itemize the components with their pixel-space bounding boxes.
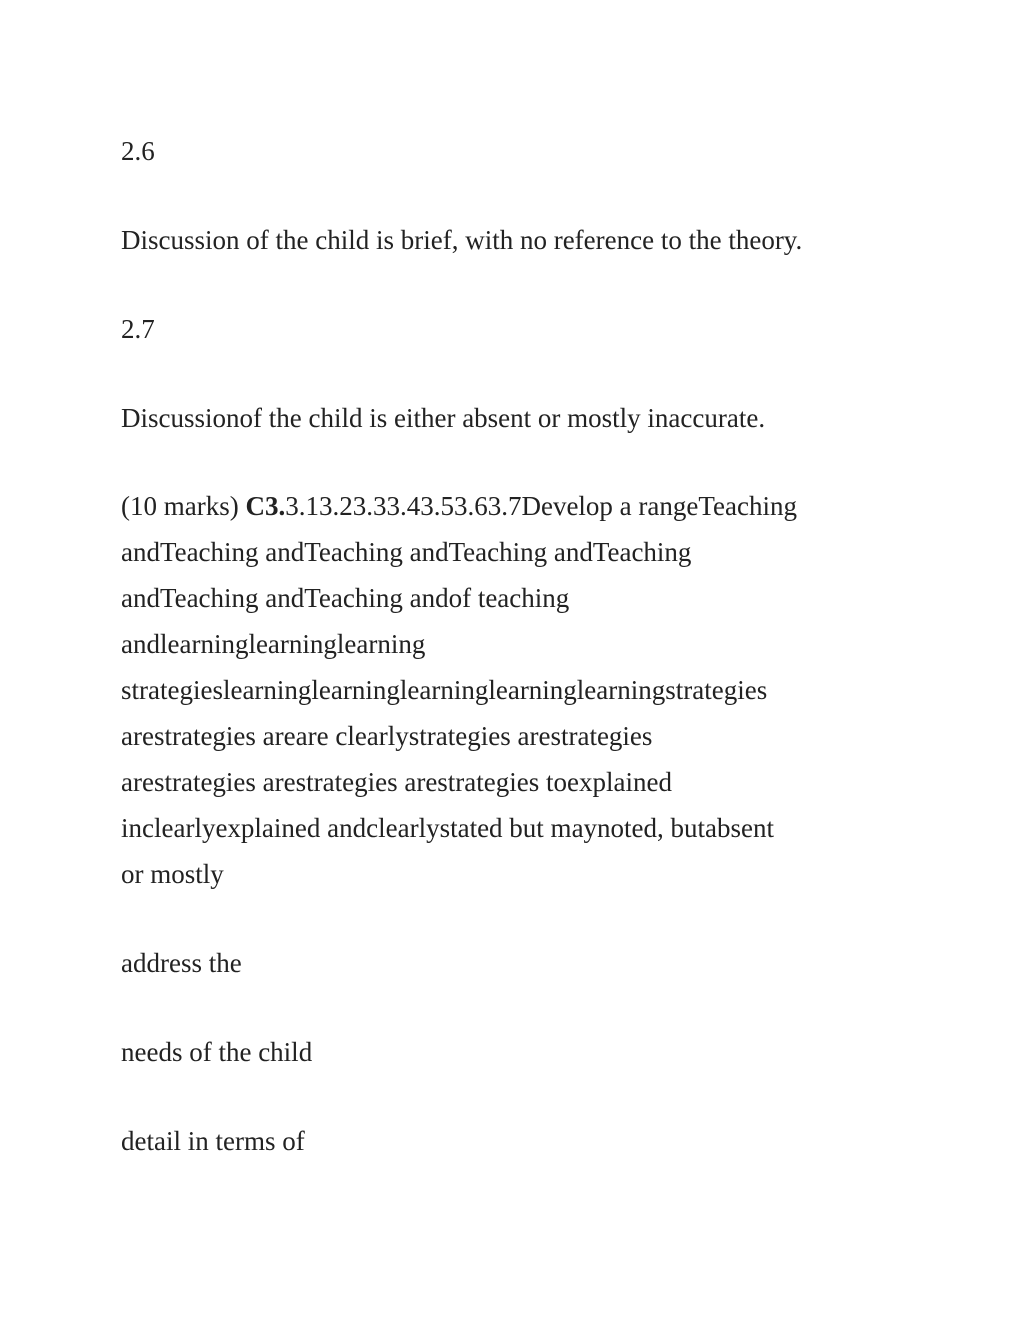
- criterion-block: [121, 483, 797, 897]
- criterion-line: andlearninglearninglearning: [121, 629, 426, 659]
- item-text-2-6: Discussion of the child is brief, with no reference to the theory.: [121, 225, 803, 255]
- item-text-2-7: Discussionof the child is either absent or mostly inaccurate.: [121, 403, 766, 433]
- criterion-first-line: [121, 483, 797, 529]
- criterion-code: C3.: [245, 491, 286, 521]
- criterion-line: arestrategies arestrategies arestrategies toexplained: [121, 767, 672, 797]
- marks-label: (10 marks): [121, 491, 239, 521]
- criterion-line: arestrategies areare clearlystrategies arestrategies: [121, 721, 653, 751]
- tail-paragraph: address the: [121, 948, 242, 978]
- tail-paragraph: detail in terms of: [121, 1126, 305, 1156]
- criterion-line: 3.13.23.33.43.53.63.7Develop a rangeTeaching: [285, 491, 797, 521]
- criterion-line: or mostly: [121, 859, 224, 889]
- criterion-line: andTeaching andTeaching andTeaching andTeaching: [121, 537, 692, 567]
- item-number-2-6: 2.6: [121, 136, 155, 166]
- criterion-line: andTeaching andTeaching andof teaching: [121, 583, 570, 613]
- tail-paragraph: needs of the child: [121, 1037, 313, 1067]
- item-number-2-7: 2.7: [121, 314, 155, 344]
- criterion-line: strategieslearninglearninglearninglearninglearningstrategies: [121, 675, 768, 705]
- criterion-line: inclearlyexplained andclearlystated but maynoted, butabsent: [121, 813, 775, 843]
